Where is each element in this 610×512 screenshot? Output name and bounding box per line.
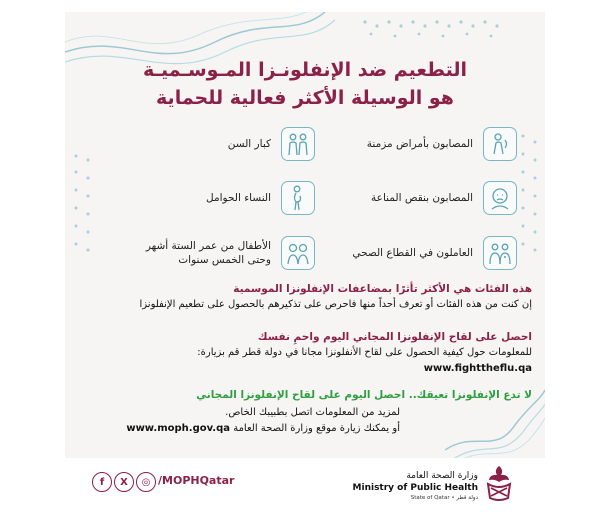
- contact-text: أو يمكنك زيارة موقع وزارة الصحة العامة: [233, 423, 400, 434]
- x-twitter-icon[interactable]: X: [114, 472, 134, 492]
- group-pregnant: [206, 181, 315, 215]
- info1-heading: هذه الفئات هي الأكثر تأثرًا بمضاعفات الإنفلونزا الموسمية: [233, 283, 532, 295]
- cta-text: لا تدع الإنفلونزا تعيقك.. احصل اليوم على لقاح الإنفلونزا المجاني: [196, 389, 532, 401]
- group-label: العاملون في القطاع الصحي: [352, 247, 473, 259]
- social-handle[interactable]: /MOPHQatar: [158, 474, 235, 487]
- info1-body: إن كنت من هذه الفئات أو تعرف أحداً منها فاحرص على تذكيرهم بالحصول على تطعيم الإنفلونزا: [139, 299, 532, 310]
- contact-line-1: لمزيد من المعلومات اتصل بطبيبك الخاص.: [225, 407, 400, 418]
- group-children: [146, 236, 315, 270]
- group-weak-immunity: [371, 181, 517, 215]
- facebook-icon[interactable]: f: [92, 472, 112, 492]
- dots-left-decoration: [70, 150, 100, 280]
- group-label: النساء الحوامل: [206, 192, 271, 204]
- weak-immunity-icon: [483, 181, 517, 215]
- ministry-emblem-icon: [482, 462, 516, 506]
- title-line-1: التطعيم ضد الإنفلونـزا المـوسـميـة: [142, 59, 468, 81]
- instagram-icon[interactable]: ◎: [136, 472, 156, 492]
- wave-bottom-decoration: [445, 370, 545, 458]
- info2-heading: احصل على لقاح الإنفلونزا المجاني اليوم واحمِ نفسك: [257, 331, 532, 343]
- fighttheflu-link[interactable]: www.fighttheflu.qa: [423, 363, 532, 374]
- elderly-couple-icon: [281, 127, 315, 161]
- ministry-name-ar: وزارة الصحة العامة: [406, 471, 478, 481]
- state-label: State of Qatar • دولة قطر: [410, 495, 478, 501]
- group-chronic-illness: [367, 127, 517, 161]
- pregnant-woman-icon: [281, 181, 315, 215]
- info2-body: للمعلومات حول كيفية الحصول على لقاح الأنفلونزا مجانا في دولة قطر قم بزيارة:: [197, 347, 532, 358]
- group-label: كبار السن: [227, 138, 271, 150]
- children-icon: [281, 236, 315, 270]
- contact-line-2: [70, 422, 400, 436]
- title-line-2: هو الوسيلة الأكثر فعالية للحماية: [156, 87, 454, 109]
- group-label: المصابون بنقص المناعة: [371, 192, 473, 204]
- dots-right-decoration: [515, 130, 545, 280]
- chronic-illness-icon: [483, 127, 517, 161]
- moph-link[interactable]: www.moph.gov.qa: [126, 423, 231, 434]
- group-healthcare-workers: [352, 236, 517, 270]
- group-label: الأطفال من عمر الستة أشهر وحتى الخمس سنوات: [145, 240, 271, 266]
- healthcare-workers-icon: [483, 236, 517, 270]
- ministry-name-en: Ministry of Public Health: [352, 483, 478, 493]
- group-elderly: [228, 127, 315, 161]
- footer: [0, 458, 610, 512]
- group-label: المصابون بأمراض مزمنة: [366, 138, 473, 150]
